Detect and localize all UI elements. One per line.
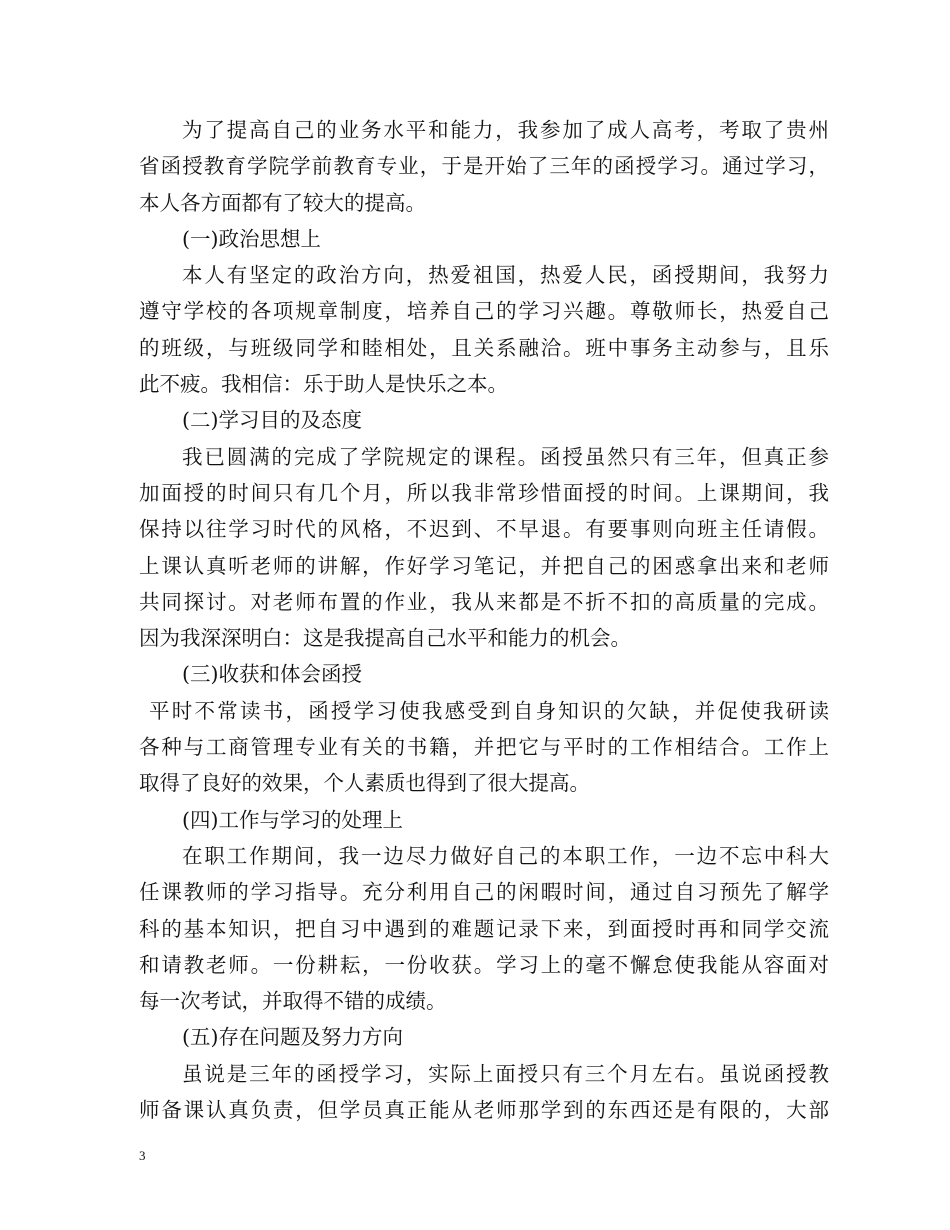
- section-heading: (四)工作与学习的处理上: [182, 807, 403, 832]
- paragraph-line: 保持以往学习时代的风格，不迟到、不早退。有要事则向班主任请假。: [139, 517, 829, 542]
- paragraph-line: 科的基本知识，把自习中遇到的难题记录下来，到面授时再和同学交流: [139, 916, 829, 941]
- section-heading: (二)学习目的及态度: [182, 408, 362, 433]
- paragraph-line: 的班级，与班级同学和睦相处，且关系融洽。班中事务主动参与，且乐: [139, 335, 829, 360]
- paragraph-line: 遵守学校的各项规章制度，培养自己的学习兴趣。尊敬师长，热爱自己: [139, 299, 829, 324]
- paragraph-line: 每一次考试，并取得不错的成绩。: [139, 989, 447, 1014]
- paragraph-line: 平时不常读书，函授学习使我感受到自身知识的欠缺，并促使我研读: [149, 698, 829, 723]
- section-heading: (一)政治思想上: [182, 226, 321, 251]
- paragraph-line: 省函授教育学院学前教育专业，于是开始了三年的函授学习。通过学习，: [139, 154, 829, 179]
- paragraph-line: 共同探讨。对老师布置的作业，我从来都是不折不扣的高质量的完成。: [139, 589, 829, 614]
- document-body: [139, 112, 829, 1128]
- paragraph-line: 本人有坚定的政治方向，热爱祖国，热爱人民，函授期间，我努力: [182, 263, 829, 288]
- page-number: 3: [139, 1148, 146, 1163]
- paragraph-line: 在职工作期间，我一边尽力做好自己的本职工作，一边不忘中科大: [182, 843, 829, 868]
- section-heading: (五)存在问题及努力方向: [182, 1025, 403, 1050]
- paragraph-line: 各种与工商管理专业有关的书籍，并把它与平时的工作相结合。工作上: [139, 735, 829, 760]
- paragraph-line: 上课认真听老师的讲解，作好学习笔记，并把自己的困惑拿出来和老师: [139, 553, 829, 578]
- paragraph-line: 师备课认真负责，但学员真正能从老师那学到的东西还是有限的，大部: [139, 1098, 829, 1123]
- paragraph-line: 此不疲。我相信：乐于助人是快乐之本。: [139, 372, 508, 397]
- paragraph-line: 任课教师的学习指导。充分利用自己的闲暇时间，通过自习预先了解学: [139, 880, 829, 905]
- paragraph-line: 本人各方面都有了较大的提高。: [139, 190, 426, 215]
- paragraph-line: 和请教老师。一份耕耘，一份收获。学习上的毫不懈怠使我能从容面对: [139, 952, 829, 977]
- section-heading: (三)收获和体会函授: [182, 662, 362, 687]
- paragraph-line: 我已圆满的完成了学院规定的课程。函授虽然只有三年，但真正参: [182, 444, 829, 469]
- paragraph-line: 加面授的时间只有几个月，所以我非常珍惜面授的时间。上课期间，我: [139, 480, 829, 505]
- paragraph-line: 因为我深深明白：这是我提高自己水平和能力的机会。: [139, 626, 631, 651]
- paragraph-line: 取得了良好的效果，个人素质也得到了很大提高。: [139, 771, 590, 796]
- paragraph-line: 为了提高自己的业务水平和能力，我参加了成人高考，考取了贵州: [182, 118, 829, 142]
- paragraph-line: 虽说是三年的函授学习，实际上面授只有三个月左右。虽说函授教: [182, 1061, 829, 1086]
